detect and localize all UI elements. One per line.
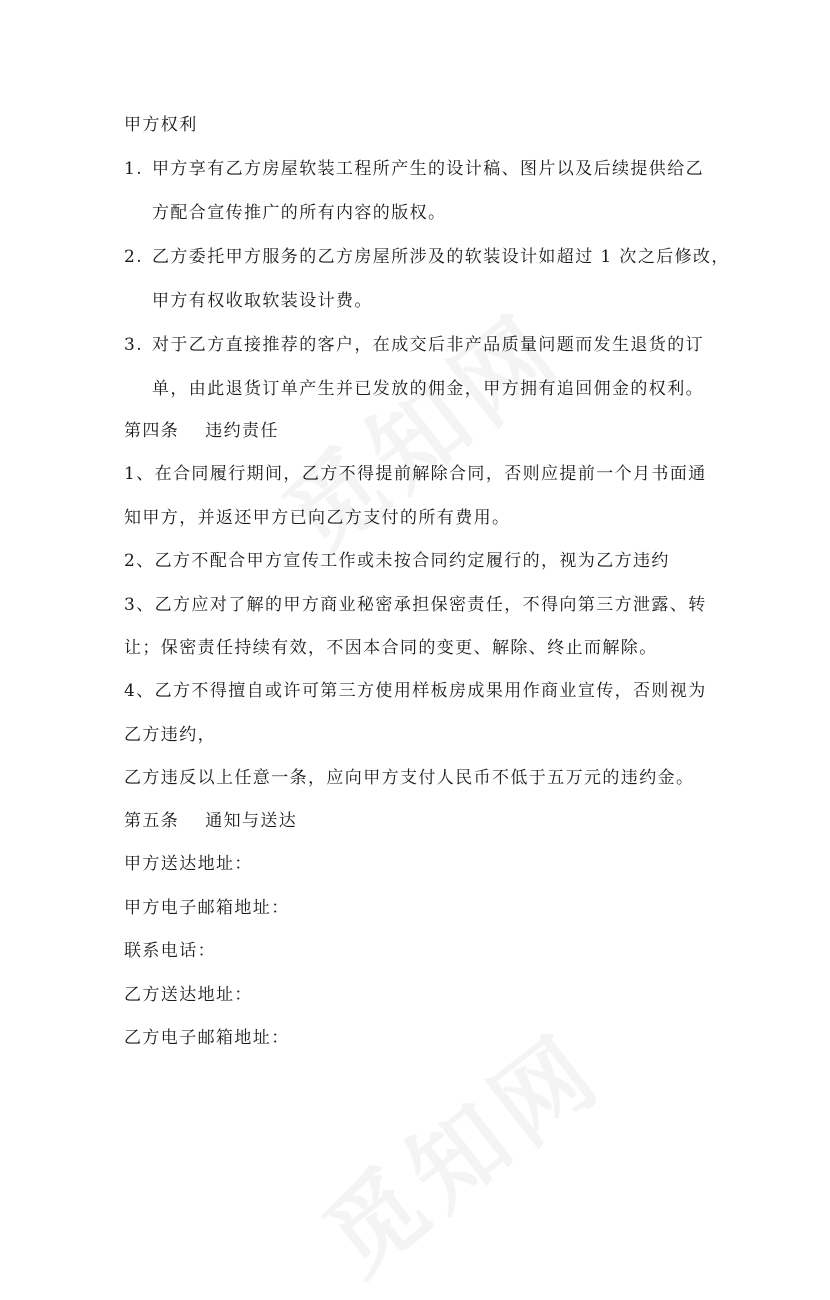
article-label: 第五条 bbox=[124, 811, 180, 831]
item-text: 对于乙方直接推荐的客户，在成交后非产品质量问题而发生退货的订 bbox=[152, 335, 704, 355]
article-4-clause: 2、乙方不配合甲方宣传工作或未按合同约定履行的，视为乙方违约 bbox=[124, 551, 670, 571]
article-5-heading bbox=[124, 809, 297, 833]
rights-item-2-continued: 甲方有权收取软装设计费。 bbox=[152, 291, 373, 311]
rights-item-1 bbox=[124, 157, 704, 181]
watermark bbox=[292, 997, 627, 1300]
article-4-clause: 让；保密责任持续有效，不因本合同的变更、解除、终止而解除。 bbox=[124, 638, 658, 658]
phone-field: 联系电话： bbox=[124, 941, 216, 961]
party-b-email-field: 乙方电子邮箱地址： bbox=[124, 1028, 290, 1048]
article-4-clause: 4、乙方不得擅自或许可第三方使用样板房成果用作商业宣传，否则视为 bbox=[124, 681, 707, 701]
item-number: 2. bbox=[124, 247, 144, 267]
item-number: 3. bbox=[124, 335, 144, 355]
item-number: 1. bbox=[124, 159, 144, 179]
section-heading-rights: 甲方权利 bbox=[124, 115, 198, 135]
item-text: 乙方委托甲方服务的乙方房屋所涉及的软装设计如超过 1 次之后修改， bbox=[152, 247, 730, 267]
article-title: 通知与送达 bbox=[205, 811, 298, 831]
party-a-address-field: 甲方送达地址： bbox=[124, 854, 253, 874]
rights-item-1-continued: 方配合宣传推广的所有内容的版权。 bbox=[152, 203, 447, 223]
article-4-heading bbox=[124, 419, 279, 443]
rights-item-3-continued: 单，由此退货订单产生并已发放的佣金，甲方拥有追回佣金的权利。 bbox=[152, 379, 704, 399]
watermark bbox=[252, 277, 587, 581]
article-4-clause: 1、在合同履行期间，乙方不得提前解除合同，否则应提前一个月书面通 bbox=[124, 464, 707, 484]
article-4-clause: 3、乙方应对了解的甲方商业秘密承担保密责任，不得向第三方泄露、转 bbox=[124, 595, 707, 615]
article-4-penalty: 乙方违反以上任意一条，应向甲方支付人民币不低于五万元的违约金。 bbox=[124, 768, 695, 788]
article-4-clause: 知甲方，并返还甲方已向乙方支付的所有费用。 bbox=[124, 508, 511, 528]
article-title: 违约责任 bbox=[205, 421, 279, 441]
rights-item-3 bbox=[124, 333, 704, 357]
rights-item-2 bbox=[124, 245, 730, 269]
party-a-email-field: 甲方电子邮箱地址： bbox=[124, 898, 290, 918]
article-label: 第四条 bbox=[124, 421, 180, 441]
article-4-clause: 乙方违约， bbox=[124, 725, 216, 745]
item-text: 甲方享有乙方房屋软装工程所产生的设计稿、图片以及后续提供给乙 bbox=[152, 159, 704, 179]
party-b-address-field: 乙方送达地址： bbox=[124, 985, 253, 1005]
